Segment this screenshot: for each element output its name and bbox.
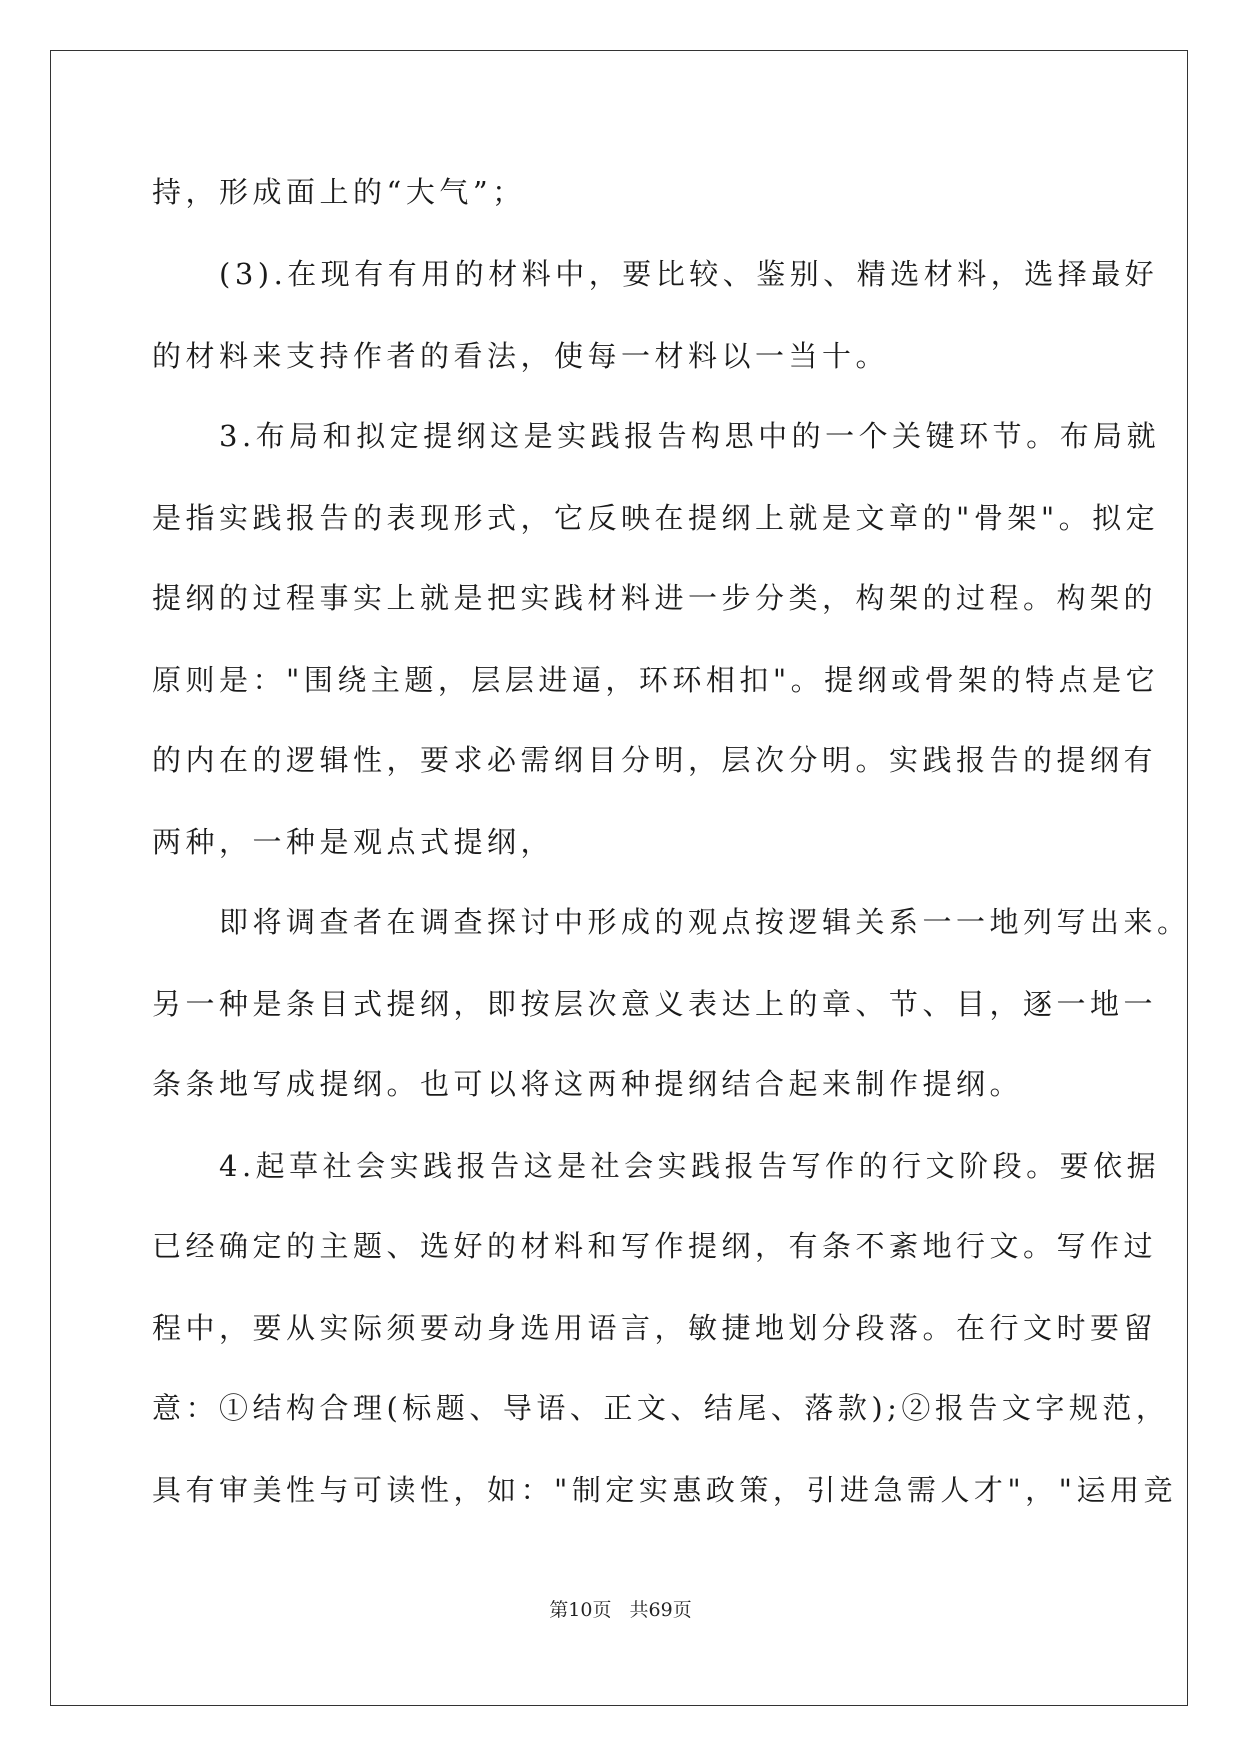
text-line: 是指实践报告的表现形式，它反映在提纲上就是文章的"骨架"。拟定: [152, 501, 1160, 535]
text-line: 两种，一种是观点式提纲，: [152, 825, 555, 859]
text-line: 4.起草社会实践报告这是社会实践报告写作的行文阶段。要依据: [152, 1149, 1161, 1183]
page-footer: [0, 1598, 1241, 1622]
page-total: 共69页: [629, 1599, 692, 1621]
text-line: 3.布局和拟定提纲这是实践报告构思中的一个关键环节。布局就: [152, 419, 1161, 453]
text-line: 原则是："围绕主题，层层进逼，环环相扣"。提纲或骨架的特点是它: [152, 663, 1160, 697]
text-line: 已经确定的主题、选好的材料和写作提纲，有条不紊地行文。写作过: [152, 1229, 1158, 1263]
text-line: 意：①结构合理(标题、导语、正文、结尾、落款);②报告文字规范，: [152, 1391, 1170, 1425]
page-number: 第10页: [549, 1599, 612, 1621]
text-line: 即将调查者在调查探讨中形成的观点按逻辑关系一一地列写出来。: [152, 905, 1191, 939]
text-line: 条条地写成提纲。也可以将这两种提纲结合起来制作提纲。: [152, 1067, 1024, 1101]
text-line: 程中，要从实际须要动身选用语言，敏捷地划分段落。在行文时要留: [152, 1311, 1158, 1345]
page-border: [50, 50, 1188, 1706]
text-line: (3).在现有有用的材料中，要比较、鉴别、精选材料，选择最好: [152, 257, 1159, 291]
text-line: 提纲的过程事实上就是把实践材料进一步分类，构架的过程。构架的: [152, 581, 1158, 615]
text-line: 的材料来支持作者的看法，使每一材料以一当十。: [152, 339, 890, 373]
text-line: 具有审美性与可读性，如："制定实惠政策，引进急需人才"，"运用竞: [152, 1473, 1178, 1507]
text-line: 持，形成面上的“大气”；: [152, 175, 526, 209]
text-line: 另一种是条目式提纲，即按层次意义表达上的章、节、目，逐一地一: [152, 987, 1158, 1021]
text-line: 的内在的逻辑性，要求必需纲目分明，层次分明。实践报告的提纲有: [152, 743, 1158, 777]
